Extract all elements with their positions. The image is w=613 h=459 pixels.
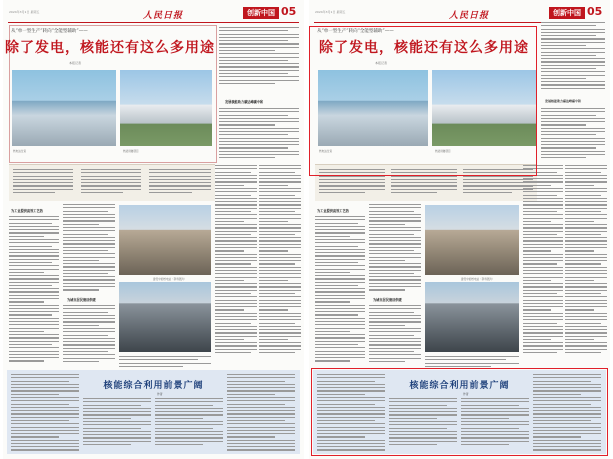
article-column xyxy=(63,305,115,364)
article-column xyxy=(523,165,563,355)
article-column xyxy=(9,216,59,364)
article-column xyxy=(369,204,421,293)
photo-reactor xyxy=(119,282,211,352)
section-label: 创新中国 xyxy=(549,7,585,19)
issue-date: 2024年3月1日 星期五 xyxy=(315,10,346,14)
photo-caption: 核能供暖项目 xyxy=(123,150,139,153)
article-column xyxy=(215,165,257,355)
page-right xyxy=(309,0,610,459)
kicker: 从“单一型生产”转向“全能型辅助”—— xyxy=(317,29,394,34)
photo-heating-project xyxy=(120,70,212,146)
article-column xyxy=(259,165,301,355)
subhead: 为工业提供高效工艺热 xyxy=(11,209,43,213)
article-column xyxy=(541,108,605,161)
newspaper-logo: 人民日报 xyxy=(449,11,490,21)
byline: 本报记者 xyxy=(375,61,388,65)
bottom-byline: 作者 xyxy=(157,392,163,396)
section-label: 创新中国 xyxy=(243,7,279,19)
article-column xyxy=(315,216,365,364)
article-column xyxy=(219,108,299,161)
subhead: 发展核能助力碳达峰碳中和 xyxy=(225,100,264,104)
page-number: 05 xyxy=(587,5,603,18)
article-column xyxy=(119,356,211,369)
article-column xyxy=(565,165,607,355)
bottom-title: 核能综合利用前景广阔 xyxy=(409,381,510,391)
article-column xyxy=(369,305,421,364)
newspaper-logo: 人民日报 xyxy=(143,11,184,21)
photo-construction-site xyxy=(119,205,211,275)
issue-date: 2024年3月1日 星期五 xyxy=(9,10,40,14)
highlight-box-headline xyxy=(309,26,537,176)
photo-caption: 核能供暖项目 xyxy=(435,150,451,153)
lead-summary xyxy=(9,164,215,201)
photo-caption: 建设中的核电站（资料图片） xyxy=(153,278,187,281)
photo-reactor xyxy=(425,282,519,352)
highlight-box-bottom xyxy=(311,368,608,456)
headline: 除了发电，核能还有这么多用途 xyxy=(319,40,529,56)
subhead: 为工业提供高效工艺热 xyxy=(317,209,349,213)
masthead-bar xyxy=(309,5,610,21)
subhead: 为城市居民清洁供暖 xyxy=(67,298,96,302)
photo-nuclear-plant xyxy=(12,70,116,146)
bottom-feature xyxy=(7,370,300,454)
kicker: 从“单一型生产”转向“全能型辅助”—— xyxy=(11,29,88,34)
subhead: 发展核能助力碳达峰碳中和 xyxy=(545,99,582,103)
photo-caption: 核电站全景 xyxy=(319,150,332,153)
article-column xyxy=(219,27,299,86)
photo-construction-site xyxy=(425,205,519,275)
photo-caption: 建设中的核电站（资料图片） xyxy=(461,278,495,281)
article-column xyxy=(541,22,605,91)
page-number: 05 xyxy=(281,5,297,18)
bottom-title: 核能综合利用前景广阔 xyxy=(103,381,204,391)
masthead-bar xyxy=(3,5,304,21)
masthead-rule xyxy=(8,22,299,23)
headline: 除了发电，核能还有这么多用途 xyxy=(5,40,215,56)
article-column xyxy=(63,204,115,293)
bottom-byline: 作者 xyxy=(463,392,469,396)
photo-caption: 核电站全景 xyxy=(13,150,26,153)
subhead: 为城市居民清洁供暖 xyxy=(373,298,402,302)
page-left xyxy=(3,0,304,459)
byline: 本报记者 xyxy=(69,61,82,65)
